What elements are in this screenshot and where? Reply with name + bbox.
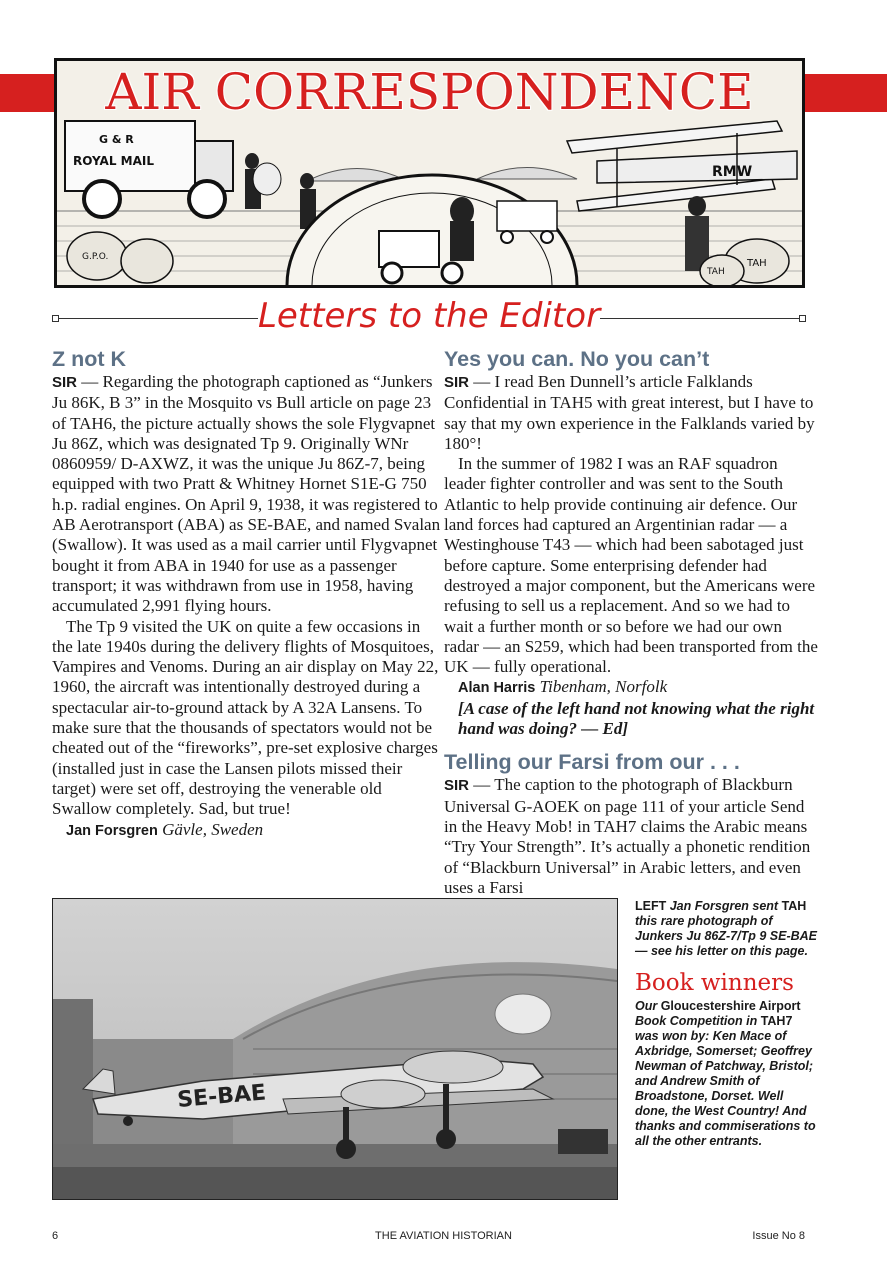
- letter-paragraph: [52, 372, 442, 617]
- letter-signature: [444, 677, 818, 698]
- aircraft-photo-drawing: [53, 899, 617, 1199]
- letter-paragraph: [444, 775, 818, 898]
- caption-text: this rare photograph of Junkers Ju 86Z-7/Tp 9 SE-BAE — see his letter on this page.: [635, 914, 818, 958]
- letter-heading: Telling our Farsi from our . . .: [444, 750, 740, 775]
- winners-text: Book Competition in: [635, 1014, 761, 1028]
- plane-reg-label: RMW: [712, 164, 753, 180]
- section-subtitle: Letters to the Editor: [257, 296, 601, 336]
- winners-our: Our: [635, 999, 658, 1013]
- book-winners-heading: Book winners: [635, 970, 794, 996]
- signature-name: Alan Harris: [458, 680, 536, 697]
- photo-caption: [635, 899, 817, 959]
- caption-lead: LEFT: [635, 899, 667, 913]
- winners-text: was won by: Ken Mace of Axbridge, Somerset; Geoffrey Newman of Patchway, Bristol; and Andrew Smith of Broadstone, Dorset. Well done, the West Country! And thanks and commiserations to all the other entrants.: [635, 1029, 816, 1148]
- header-banner: [54, 58, 805, 288]
- signature-place: Gävle, Sweden: [162, 819, 264, 839]
- banner-title: AIR CORRESPONDENCE: [105, 63, 754, 121]
- caption-text: Jan Forsgren sent: [666, 899, 782, 913]
- letter-signature: [52, 820, 442, 841]
- letter-paragraph: The Tp 9 visited the UK on quite a few occasions in the late 1940s during the delivery flights of Mosquitoes, Vampires and Venoms. During an air display on May 22, 1960, the aircraft was intentionally destroyed during a spectacular air-to-ground attack by A 32A Lansens. To make sure that the thousands of spectators would not be cheated out of the “fireworks”, pre-set explosive charges (installed just in case the Lansen pilots missed their target) were set off, destroying the venerable old Swallow completely. Sad, but true!: [52, 616, 439, 819]
- right-column: [444, 346, 818, 898]
- letter-text: — Regarding the photograph captioned as “Junkers Ju 86K, B 3” in the Mosquito vs Bull article on page 23 of TAH6, the picture actually shows the sole Flygvapnet Ju 86Z, which was designated Tp 9. Originally WNr 0860959/ D-AXWZ, it was the unique Ju 86Z-7, being equipped with two Pratt & Whitney Hornet S1E-G 750 h.p. radial engines. On April 9, 1938, it was registered to AB Aerotransport (ABA) as SE-BAE, and named Svalan (Swallow). It was used as a mail carrier until Flygvapnet bought it from ABA in 1940 for use as a passenger transport; it was withdrawn from use in 1958, having accumulated 2,991 flying hours.: [52, 372, 441, 616]
- photo-caption-sidebar: [635, 899, 817, 1149]
- letter-heading: Z not K: [52, 347, 127, 371]
- aircraft-registration: SE-BAE: [176, 1080, 268, 1113]
- issue-number: Issue No 8: [752, 1230, 805, 1242]
- red-band-right: [805, 74, 887, 112]
- aircraft-photo: [52, 898, 618, 1200]
- sir-label: SIR: [444, 777, 470, 795]
- winners-tah7: TAH7: [760, 1014, 793, 1028]
- red-band-left: [0, 74, 54, 112]
- caption-tah: TAH: [781, 899, 807, 913]
- rule-end-dot-right: [799, 315, 806, 322]
- van-top-label: G & R: [99, 133, 134, 146]
- van-side-label: ROYAL MAIL: [73, 154, 155, 168]
- magazine-name: THE AVIATION HISTORIAN: [375, 1230, 512, 1242]
- letter-heading: Yes you can. No you can’t: [444, 347, 710, 371]
- sir-label: SIR: [444, 374, 470, 391]
- sack-right-label-b: TAH: [707, 267, 725, 277]
- letter-text: — The caption to the photograph of Blackburn Universal G-AOEK on page 111 of your article Send in the Heavy Mob! in TAH7 claims the Arabic means “Try Your Strength”. It’s actually a phonetic rendition of “Blackburn Universal” in Arabic letters, and even uses a Farsi: [444, 775, 811, 897]
- rule-right: [600, 318, 800, 319]
- subtitle-row: [52, 296, 806, 342]
- sack-left-label: G.P.O.: [82, 252, 109, 262]
- letter-paragraph: [444, 372, 818, 454]
- letter-text: — I read Ben Dunnell’s article Falklands Confidential in TAH5 with great interest, but I have to say that my own experience in the Falklands varied by 180°!: [444, 372, 815, 453]
- winners-book-title: Gloucestershire Airport: [657, 999, 801, 1013]
- sack-right-label-a: TAH: [747, 258, 767, 269]
- signature-place: Tibenham, Norfolk: [539, 677, 668, 697]
- sir-label: SIR: [52, 374, 78, 391]
- editor-note: [A case of the left hand not knowing what the right hand was doing? — Ed]: [458, 698, 815, 739]
- letter-paragraph: In the summer of 1982 I was an RAF squadron leader fighter controller and was sent to the South Atlantic to help provide continuing air defence. Our land forces had captured an Argentinian radar — a Westinghouse T43 — which had been sabotaged just before capture. Some enterprising defender had destroyed a major component, but the Americans were refusing to sell us a replacement. And so we had to wait a further month or so before we had our own radar — an S259, which had been transported from the UK — fully operational.: [444, 454, 818, 677]
- signature-name: Jan Forsgren: [66, 822, 158, 839]
- page-number: 6: [52, 1230, 59, 1242]
- book-winners-text: [635, 999, 817, 1149]
- left-column: [52, 346, 442, 841]
